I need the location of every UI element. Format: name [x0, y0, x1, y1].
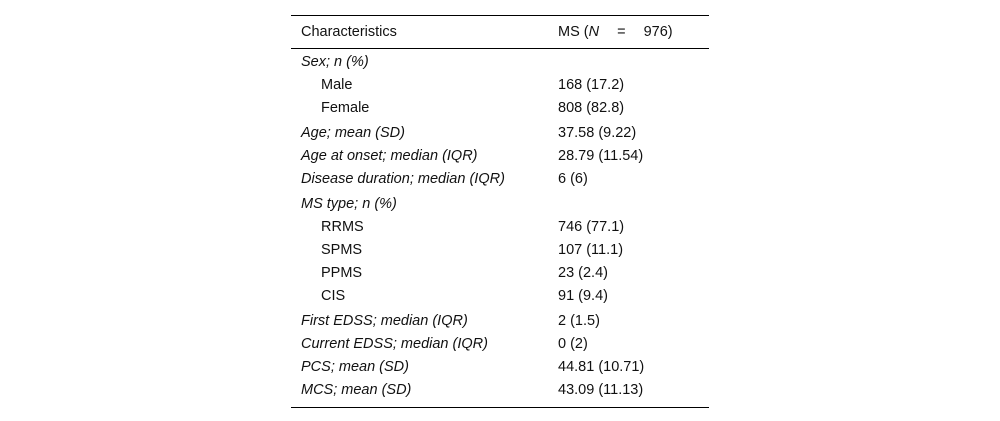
row-value: 44.81 (10.71) — [558, 359, 645, 375]
row-label: Disease duration; median (IQR) — [301, 171, 505, 187]
table-header-row — [291, 16, 709, 49]
row-value: 168 (17.2) — [558, 77, 625, 93]
row-label: Male — [321, 77, 353, 93]
table-row — [291, 216, 709, 239]
table-row — [291, 310, 709, 333]
row-label: RRMS — [321, 219, 364, 235]
row-label: CIS — [321, 288, 346, 304]
table-row — [291, 97, 709, 120]
row-value: 746 (77.1) — [558, 219, 625, 235]
table-row — [291, 379, 709, 402]
table-row — [291, 239, 709, 262]
table-row — [291, 51, 709, 74]
row-value: 808 (82.8) — [558, 100, 625, 116]
table-row — [291, 285, 709, 308]
table-row — [291, 262, 709, 285]
table-row — [291, 122, 709, 145]
row-label: Sex; n (%) — [301, 54, 369, 70]
row-label: First EDSS; median (IQR) — [301, 313, 468, 329]
row-label: PPMS — [321, 265, 363, 281]
table-row — [291, 193, 709, 216]
row-label: Female — [321, 100, 370, 116]
row-label: MCS; mean (SD) — [301, 382, 412, 398]
row-label: Age; mean (SD) — [301, 125, 405, 141]
row-value: 2 (1.5) — [558, 313, 600, 329]
row-label: Current EDSS; median (IQR) — [301, 336, 488, 352]
row-label: MS type; n (%) — [301, 196, 397, 212]
characteristics-table — [291, 15, 709, 408]
row-value: 91 (9.4) — [558, 288, 608, 304]
table-row — [291, 356, 709, 379]
table-row — [291, 74, 709, 97]
header-ms-value: 976) — [643, 23, 673, 40]
table-row — [291, 168, 709, 191]
row-label: Age at onset; median (IQR) — [301, 148, 478, 164]
header-equals: = — [617, 23, 626, 40]
row-value: 107 (11.1) — [558, 242, 624, 258]
header-characteristics: Characteristics — [301, 23, 397, 40]
header-n: N — [588, 23, 600, 40]
header-ms-count — [558, 21, 709, 44]
row-label: SPMS — [321, 242, 363, 258]
table-row — [291, 333, 709, 356]
header-ms-prefix: MS ( — [558, 23, 589, 40]
row-value: 23 (2.4) — [558, 265, 608, 281]
row-label: PCS; mean (SD) — [301, 359, 409, 375]
row-value: 6 (6) — [558, 171, 588, 187]
row-value: 0 (2) — [558, 336, 588, 352]
row-value: 43.09 (11.13) — [558, 382, 644, 398]
row-value: 28.79 (11.54) — [558, 148, 644, 164]
row-value: 37.58 (9.22) — [558, 125, 637, 141]
table-row — [291, 145, 709, 168]
